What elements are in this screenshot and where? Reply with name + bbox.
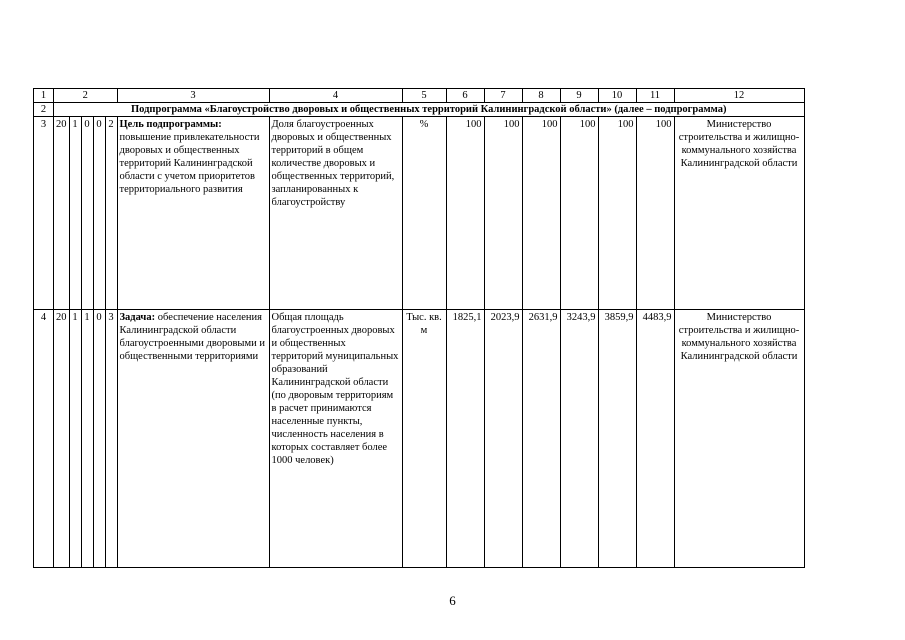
header-cell-3: 3 — [117, 89, 269, 103]
code-cell: 1 — [69, 310, 81, 568]
unit-cell: % — [402, 117, 446, 310]
header-cell-5: 5 — [402, 89, 446, 103]
value-cell: 2631,9 — [522, 310, 560, 568]
goal-label: Цель подпрограммы: — [119, 119, 222, 130]
responsible-cell: Министерство строительства и жилищно-коммунального хозяйства Калининградской области — [674, 117, 804, 310]
table-row — [34, 310, 805, 568]
code-cell: 0 — [93, 310, 105, 568]
code-cell: 3 — [105, 310, 117, 568]
value-cell: 100 — [484, 117, 522, 310]
code-cell: 1 — [69, 117, 81, 310]
goal-cell — [117, 117, 269, 310]
code-cell: 0 — [81, 117, 93, 310]
header-cell-8: 8 — [522, 89, 560, 103]
header-cell-12: 12 — [674, 89, 804, 103]
table-row — [34, 117, 805, 310]
header-cell-4: 4 — [269, 89, 402, 103]
code-cell: 20 — [54, 117, 70, 310]
value-cell: 1825,1 — [446, 310, 484, 568]
value-cell: 100 — [446, 117, 484, 310]
header-cell-2: 2 — [54, 89, 118, 103]
row-number: 4 — [34, 310, 54, 568]
indicator-cell: Общая площадь благоустроенных дворовых и общественных территорий муниципальных образований Калининградской области (по дворовым территориям в расчет принимаются населенные пункты, численность населения в которых составляет более 1000 человек) — [269, 310, 402, 568]
header-cell-7: 7 — [484, 89, 522, 103]
subprogram-row — [34, 103, 805, 117]
header-cell-6: 6 — [446, 89, 484, 103]
indicators-table — [33, 88, 805, 568]
header-cell-9: 9 — [560, 89, 598, 103]
value-cell: 3859,9 — [598, 310, 636, 568]
value-cell: 100 — [522, 117, 560, 310]
indicator-cell: Доля благоустроенных дворовых и общественных территорий в общем количестве дворовых и общественных территорий, запланированных к благоустройству — [269, 117, 402, 310]
value-cell: 4483,9 — [636, 310, 674, 568]
row-number: 2 — [34, 103, 54, 117]
header-cell-11: 11 — [636, 89, 674, 103]
page-number: 6 — [449, 593, 456, 608]
value-cell: 2023,9 — [484, 310, 522, 568]
row-number: 3 — [34, 117, 54, 310]
code-cell: 20 — [54, 310, 70, 568]
header-cell-10: 10 — [598, 89, 636, 103]
value-cell: 3243,9 — [560, 310, 598, 568]
code-cell: 2 — [105, 117, 117, 310]
task-label: Задача: — [119, 312, 156, 323]
code-cell: 0 — [93, 117, 105, 310]
subprogram-title: Подпрограмма «Благоустройство дворовых и общественных территорий Калининградской области» (далее – подпрограмма) — [54, 103, 805, 117]
responsible-cell: Министерство строительства и жилищно-коммунального хозяйства Калининградской области — [674, 310, 804, 568]
header-cell-1: 1 — [34, 89, 54, 103]
unit-cell: Тыс. кв. м — [402, 310, 446, 568]
header-row — [34, 89, 805, 103]
value-cell: 100 — [560, 117, 598, 310]
value-cell: 100 — [598, 117, 636, 310]
value-cell: 100 — [636, 117, 674, 310]
goal-text: повышение привлекательности дворовых и общественных территорий Калининградской области с учетом приоритетов территориального развития — [119, 132, 260, 195]
task-text: обеспечение населения Калининградской области благоустроенными дворовыми и общественными территориями — [119, 312, 265, 362]
task-cell — [117, 310, 269, 568]
code-cell: 1 — [81, 310, 93, 568]
